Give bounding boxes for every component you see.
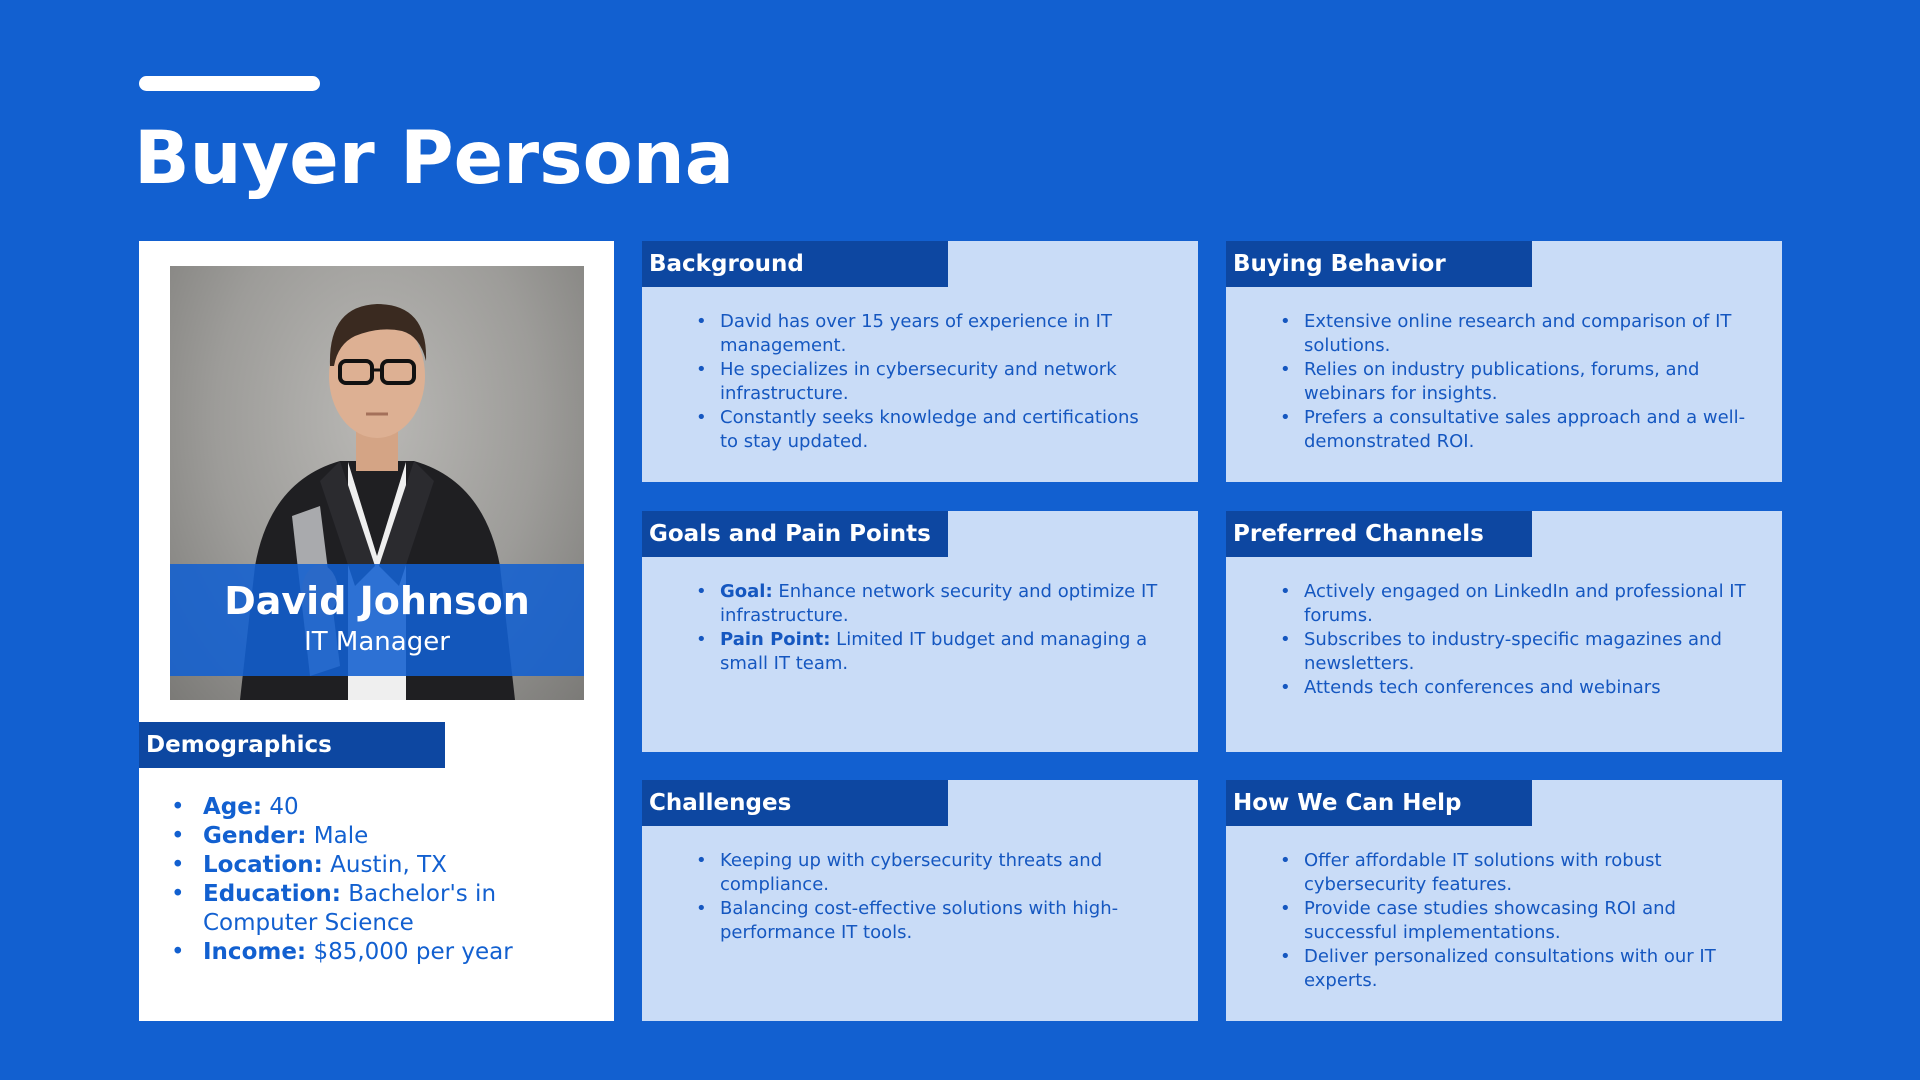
goals-pain-points-list: [692, 580, 1162, 676]
list-item: • Prefers a consultative sales approach and a well-demonstrated ROI.: [1276, 406, 1746, 454]
list-item: • Relies on industry publications, forums, and webinars for insights.: [1276, 358, 1746, 406]
preferred-channels-card: [1226, 511, 1782, 752]
demographic-label: Age:: [203, 794, 263, 820]
person-name: David Johnson: [224, 579, 530, 623]
goals-pain-points-header: Goals and Pain Points: [642, 511, 948, 557]
list-item: • Balancing cost-effective solutions with high-performance IT tools.: [692, 897, 1162, 945]
list-item: [692, 628, 1162, 676]
demographic-label: Income:: [203, 939, 307, 965]
pain-point-text: Limited IT budget and managing a small IT team.: [720, 629, 1148, 674]
background-card: [642, 241, 1198, 482]
buying-behavior-header: Buying Behavior: [1226, 241, 1532, 287]
how-we-can-help-header: How We Can Help: [1226, 780, 1532, 826]
challenges-list: [692, 849, 1162, 945]
list-item: • Provide case studies showcasing ROI and successful implementations.: [1276, 897, 1746, 945]
demographic-label: Education:: [203, 881, 341, 907]
title-accent-bar: [139, 76, 320, 91]
list-item: [163, 938, 603, 967]
how-we-can-help-card: [1226, 780, 1782, 1021]
list-item: [163, 822, 603, 851]
page-title: Buyer Persona: [134, 116, 734, 201]
list-item: [163, 880, 603, 938]
background-list: [692, 310, 1162, 454]
challenges-card: [642, 780, 1198, 1021]
list-item: • Actively engaged on LinkedIn and professional IT forums.: [1276, 580, 1746, 628]
demographic-label: Gender:: [203, 823, 307, 849]
goals-pain-points-card: [642, 511, 1198, 752]
list-item: • He specializes in cybersecurity and network infrastructure.: [692, 358, 1162, 406]
list-item: [163, 793, 603, 822]
list-item: • Subscribes to industry-specific magazines and newsletters.: [1276, 628, 1746, 676]
preferred-channels-list: [1276, 580, 1746, 700]
background-header: Background: [642, 241, 948, 287]
preferred-channels-header: Preferred Channels: [1226, 511, 1532, 557]
demographic-value: $85,000 per year: [306, 939, 513, 965]
list-item: • Attends tech conferences and webinars: [1276, 676, 1746, 700]
list-item: [692, 580, 1162, 628]
person-role: IT Manager: [304, 627, 450, 657]
name-band: [170, 564, 584, 676]
buying-behavior-list: [1276, 310, 1746, 454]
profile-photo: [170, 266, 584, 700]
pain-point-label: Pain Point:: [720, 629, 831, 650]
list-item: • Extensive online research and comparison of IT solutions.: [1276, 310, 1746, 358]
profile-card: [139, 241, 614, 1021]
list-item: • Keeping up with cybersecurity threats and compliance.: [692, 849, 1162, 897]
how-we-can-help-list: [1276, 849, 1746, 993]
list-item: • David has over 15 years of experience in IT management.: [692, 310, 1162, 358]
demographic-value: 40: [262, 794, 299, 820]
demographic-label: Location:: [203, 852, 323, 878]
list-item: • Offer affordable IT solutions with robust cybersecurity features.: [1276, 849, 1746, 897]
challenges-header: Challenges: [642, 780, 948, 826]
list-item: [163, 851, 603, 880]
demographics-header: Demographics: [139, 722, 445, 768]
demographics-list: [163, 793, 603, 967]
list-item: • Deliver personalized consultations with our IT experts.: [1276, 945, 1746, 993]
demographic-value: Bachelor's in Computer Science: [203, 881, 497, 936]
goal-label: Goal:: [720, 581, 773, 602]
list-item: • Constantly seeks knowledge and certifications to stay updated.: [692, 406, 1162, 454]
demographic-value: Male: [306, 823, 369, 849]
demographic-value: Austin, TX: [322, 852, 447, 878]
goal-text: Enhance network security and optimize IT infrastructure.: [720, 581, 1158, 626]
buying-behavior-card: [1226, 241, 1782, 482]
